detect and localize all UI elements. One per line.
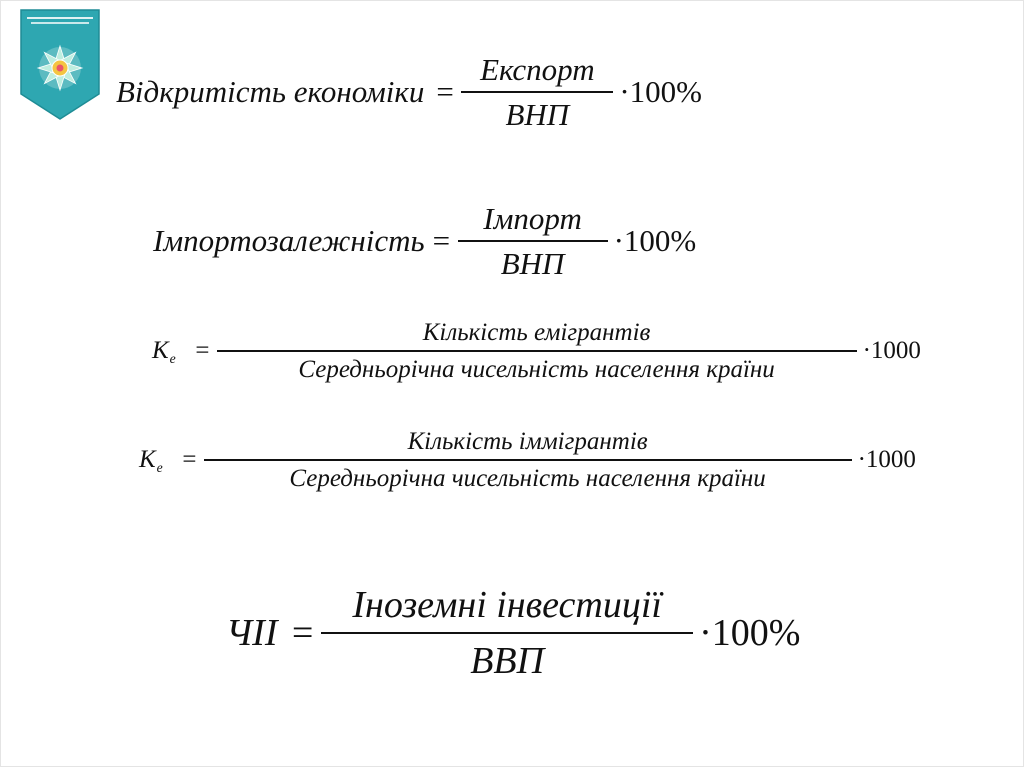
fraction (461, 54, 613, 130)
fraction (321, 586, 693, 680)
denominator: Середньорічна чисельність населення країни (298, 356, 775, 383)
numerator: Кількість емігрантів (422, 319, 651, 346)
equation-lhs (139, 446, 163, 474)
equation-foreign-investment (226, 578, 800, 688)
equation-openness (116, 42, 702, 142)
multiplier: ·1000 (857, 446, 916, 473)
numerator: Іноземні інвестиції (352, 584, 662, 626)
multiplier: ·1000 (862, 337, 921, 364)
fraction (458, 203, 608, 279)
multiplier: ·100% (613, 223, 697, 258)
equation-immigration-rate (139, 420, 916, 500)
equals-sign: = (193, 337, 211, 364)
equals-sign: = (430, 223, 452, 258)
equals-sign: = (289, 612, 316, 654)
equation-lhs: ЧІІ (226, 612, 278, 654)
fraction (204, 429, 852, 491)
coefficient-symbol: К (139, 446, 156, 473)
equation-emigration-rate (152, 311, 921, 391)
coefficient-subscript: е (169, 350, 176, 366)
numerator: Експорт (480, 52, 595, 87)
multiplier: ·100% (619, 74, 702, 109)
equals-sign: = (180, 446, 198, 473)
denominator: ВНП (505, 97, 570, 132)
coefficient-symbol: К (152, 337, 169, 364)
equation-lhs (152, 337, 176, 365)
equation-lhs: Імпортозалежність (153, 223, 425, 258)
denominator: ВНП (500, 246, 565, 281)
fraction (217, 320, 857, 382)
numerator: Імпорт (483, 201, 582, 236)
numerator: Кількість іммігрантів (407, 428, 648, 455)
denominator: Середньорічна чисельність населення країни (289, 465, 766, 492)
denominator: ВВП (470, 640, 545, 682)
equals-sign: = (434, 74, 456, 109)
equation-import-dependence (153, 193, 696, 289)
coefficient-subscript: е (156, 459, 163, 475)
equation-lhs: Відкритість економіки (116, 74, 425, 109)
multiplier: ·100% (699, 612, 801, 654)
university-crest-icon (19, 8, 101, 121)
